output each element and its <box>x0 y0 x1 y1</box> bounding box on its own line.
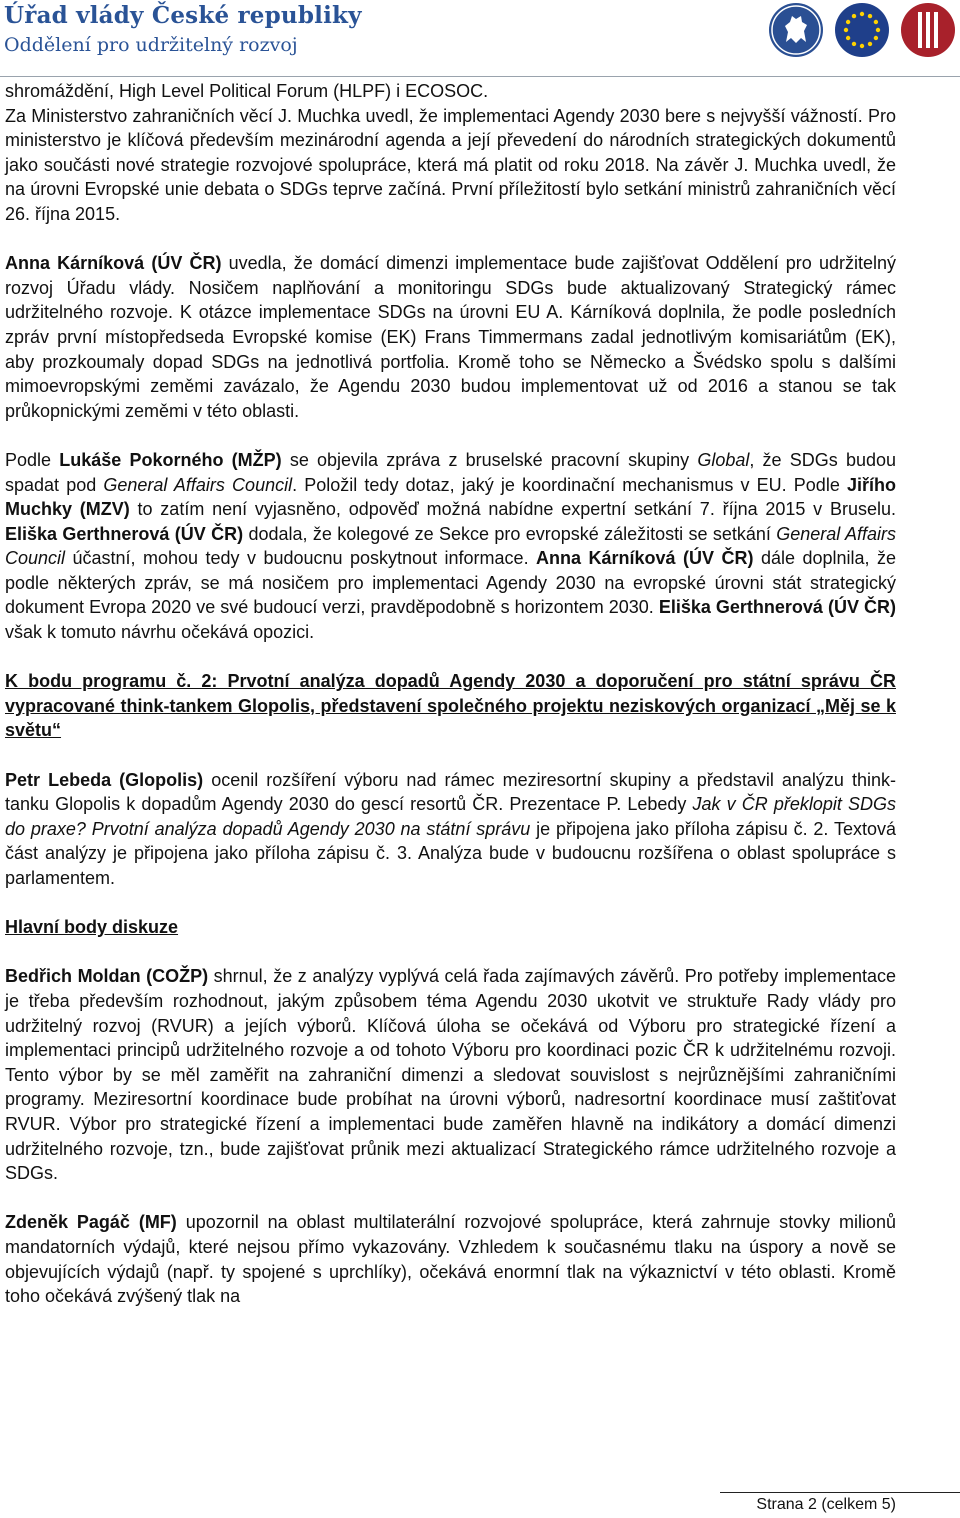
government-seal-logo <box>900 2 956 58</box>
agenda-item-heading: K bodu programu č. 2: Prvotní analýza dopadů Agendy 2030 a doporučení pro státní správu ČR vypracované think-tankem Glopolis, představení společného projektu neziskových organizací „Měj se k světu“ <box>5 671 896 741</box>
paragraph-text: se objevila zpráva z bruselské pracovní skupiny <box>281 449 698 470</box>
paragraph-text: je připojena jako příloha zápisu č. 2. Textová část analýzy je připojena jako příloha zápisu č. 3. Analýza bude v budoucnu rozšířena o oblast spolupráce s parlamentem. <box>5 818 896 888</box>
paragraph-text: . Položil tedy dotaz, jaký je koordinační mechanismus v EU. Podle <box>292 474 847 495</box>
header-divider <box>0 76 960 77</box>
paragraph-text: Za Ministerstvo zahraničních věcí J. Muchka uvedl, že implementaci Agendy 2030 bere s nejvyšší vážností. Pro ministerstvo je klíčová především mezinárodní agenda a její převedení do národních strategických dokumentů jako součásti nové strategie rozvojové spolupráce, která má platit od roku 2018. Na závěr J. Muchka uvedl, že na úrovni Evropské unie debata o SDGs teprve začíná. První příležitostí bylo setkání ministrů zahraničních věcí 26. října 2015. <box>5 105 896 224</box>
speaker-name: Petr Lebeda (Glopolis) <box>5 769 204 790</box>
document-body <box>5 79 896 1309</box>
paragraph-text: ocenil rozšíření výboru nad rámec meziresortní skupiny a představil analýzu think-tanku Glopolis k dopadům Agendy 2030 do gescí resortů ČR. Prezentace P. Lebedy <box>5 769 897 815</box>
footer-divider <box>720 1492 960 1493</box>
italic-term: Global <box>697 449 750 470</box>
speaker-name: Eliška Gerthnerová (ÚV ČR) <box>5 523 244 544</box>
paragraph-text: uvedla, že domácí dimenzi implementace bude zajišťovat Oddělení pro udržitelný rozvoj Úřadu vlády. Nosičem naplňování a monitoringu SDGs bude aktualizovaný Strategický rámec udržitelného rozvoje. K otázce implementace SDGs na úrovni EU A. Kárníková doplnila, že podle posledních zpráv první místopředseda Evropské komise (EK) Frans Timmermans zadal jednotlivým komisariátům (EK), aby prozkoumaly dopad SDGs na jednotlivá portfolia. Kromě toho se Německo a Švédsko spolu s dalšími mimoevropskými zeměmi zavázalo, že Agendu 2030 budou implementovat už od 2016 a stanou se tak průkopnickými zeměmi v této oblasti. <box>5 253 896 421</box>
paragraph-text: , že SDGs budou spadat pod <box>5 449 896 495</box>
paragraph-text: Podle <box>5 449 60 470</box>
italic-term: General Affairs Council <box>5 523 896 569</box>
paragraph-text: to zatím není vyjasněno, odpověď možná nabídne expertní setkání 7. října 2015 v Bruselu. <box>129 499 896 520</box>
document-header <box>0 0 960 80</box>
paragraph-text: shrnul, že z analýzy vyplývá celá řada zajímavých závěrů. Pro potřeby implementace je třeba především rozhodnout, jakým způsobem téma Agendu 2030 ukotvit ve struktuře Rady vlády pro udržitelný rozvoj (RVUR) a jejích výborů. Klíčová úloha se očekává od Výboru pro strategické řízení a implementaci principů udržitelného rozvoje a od tohoto Výboru pro koordinaci pozic ČR k udržitelnému rozvoji. Tento výbor by se měl zaměřit na zahraniční dimenzi a sledovat souvislost s nejrůznějšími zahraničními programy. Meziresortní koordinace bude probíhat na úrovni výborů, nadresortní koordinace musí zaštiťovat RVUR. Výbor pro strategické řízení a implementaci bude zaměřen hlavně na indikátory a domácí dimenzi udržitelného rozvoje, tzn., bude zajišťovat průnik mezi aktualizací Strategického rámce udržitelného rozvoje a SDGs. <box>5 966 897 1184</box>
speaker-name: Anna Kárníková (ÚV ČR) <box>5 253 222 274</box>
speaker-name: Eliška Gerthnerová (ÚV ČR) <box>658 597 896 618</box>
paragraph-text: upozornil na oblast multilaterální rozvojové spolupráce, která zahrnuje stovky milionů mandatorních výdajů, které nejsou přímo vykazovány. Vzhledem k současnému tlaku na úspory a nově se objevujících výdajů (např. ty spojené s uprchlíky), očekává enormní tlak na výkaznictví v této oblasti. Kromě toho očekává zvýšený tlak na <box>5 1212 897 1307</box>
paragraph-text: však k tomuto návrhu očekává opozici. <box>5 622 315 643</box>
speaker-name: Jiřího Muchky (MZV) <box>5 474 896 520</box>
speaker-name: Zdeněk Pagáč (MF) <box>5 1212 177 1233</box>
italic-title: Jak v ČR překlopit SDGs do praxe? Prvotní analýza dopadů Agendy 2030 na státní správu <box>5 794 897 839</box>
paragraph-text: shromáždění, High Level Political Forum (HLPF) i ECOSOC. <box>5 81 489 101</box>
organization-title: Úřad vlády České republiky <box>4 2 362 29</box>
discussion-heading: Hlavní body diskuze <box>5 917 179 938</box>
paragraph-text: dodala, že kolegové ze Sekce pro evropské záležitosti se setkání <box>243 523 777 544</box>
speaker-name: Lukáše Pokorného (MŽP) <box>59 449 282 470</box>
eu-stars-logo <box>834 2 890 58</box>
czech-lion-logo <box>768 2 824 58</box>
italic-term: General Affairs Council <box>103 474 293 495</box>
speaker-name: Bedřich Moldan (COŽP) <box>5 966 209 987</box>
speaker-name: Anna Kárníková (ÚV ČR) <box>536 548 754 569</box>
page-number: Strana 2 (celkem 5) <box>756 1496 896 1513</box>
paragraph-5 <box>5 964 896 1185</box>
paragraph-3 <box>5 448 896 645</box>
department-name: Oddělení pro udržitelný rozvoj <box>4 34 298 56</box>
paragraph-2 <box>5 251 896 423</box>
paragraph-text: dále doplnila, že podle některých zpráv, se má nosičem pro implementaci Agendy 2030 na evropské úrovni stát strategický dokument Evropa 2020 ve své budoucí verzi, pravděpodobně s horizontem 2030. <box>5 548 896 618</box>
paragraph-text: účastní, mohou tedy v budoucnu poskytnout informace. <box>65 548 537 569</box>
paragraph-4 <box>5 768 896 891</box>
paragraph-1 <box>5 79 896 227</box>
paragraph-6 <box>5 1210 896 1308</box>
